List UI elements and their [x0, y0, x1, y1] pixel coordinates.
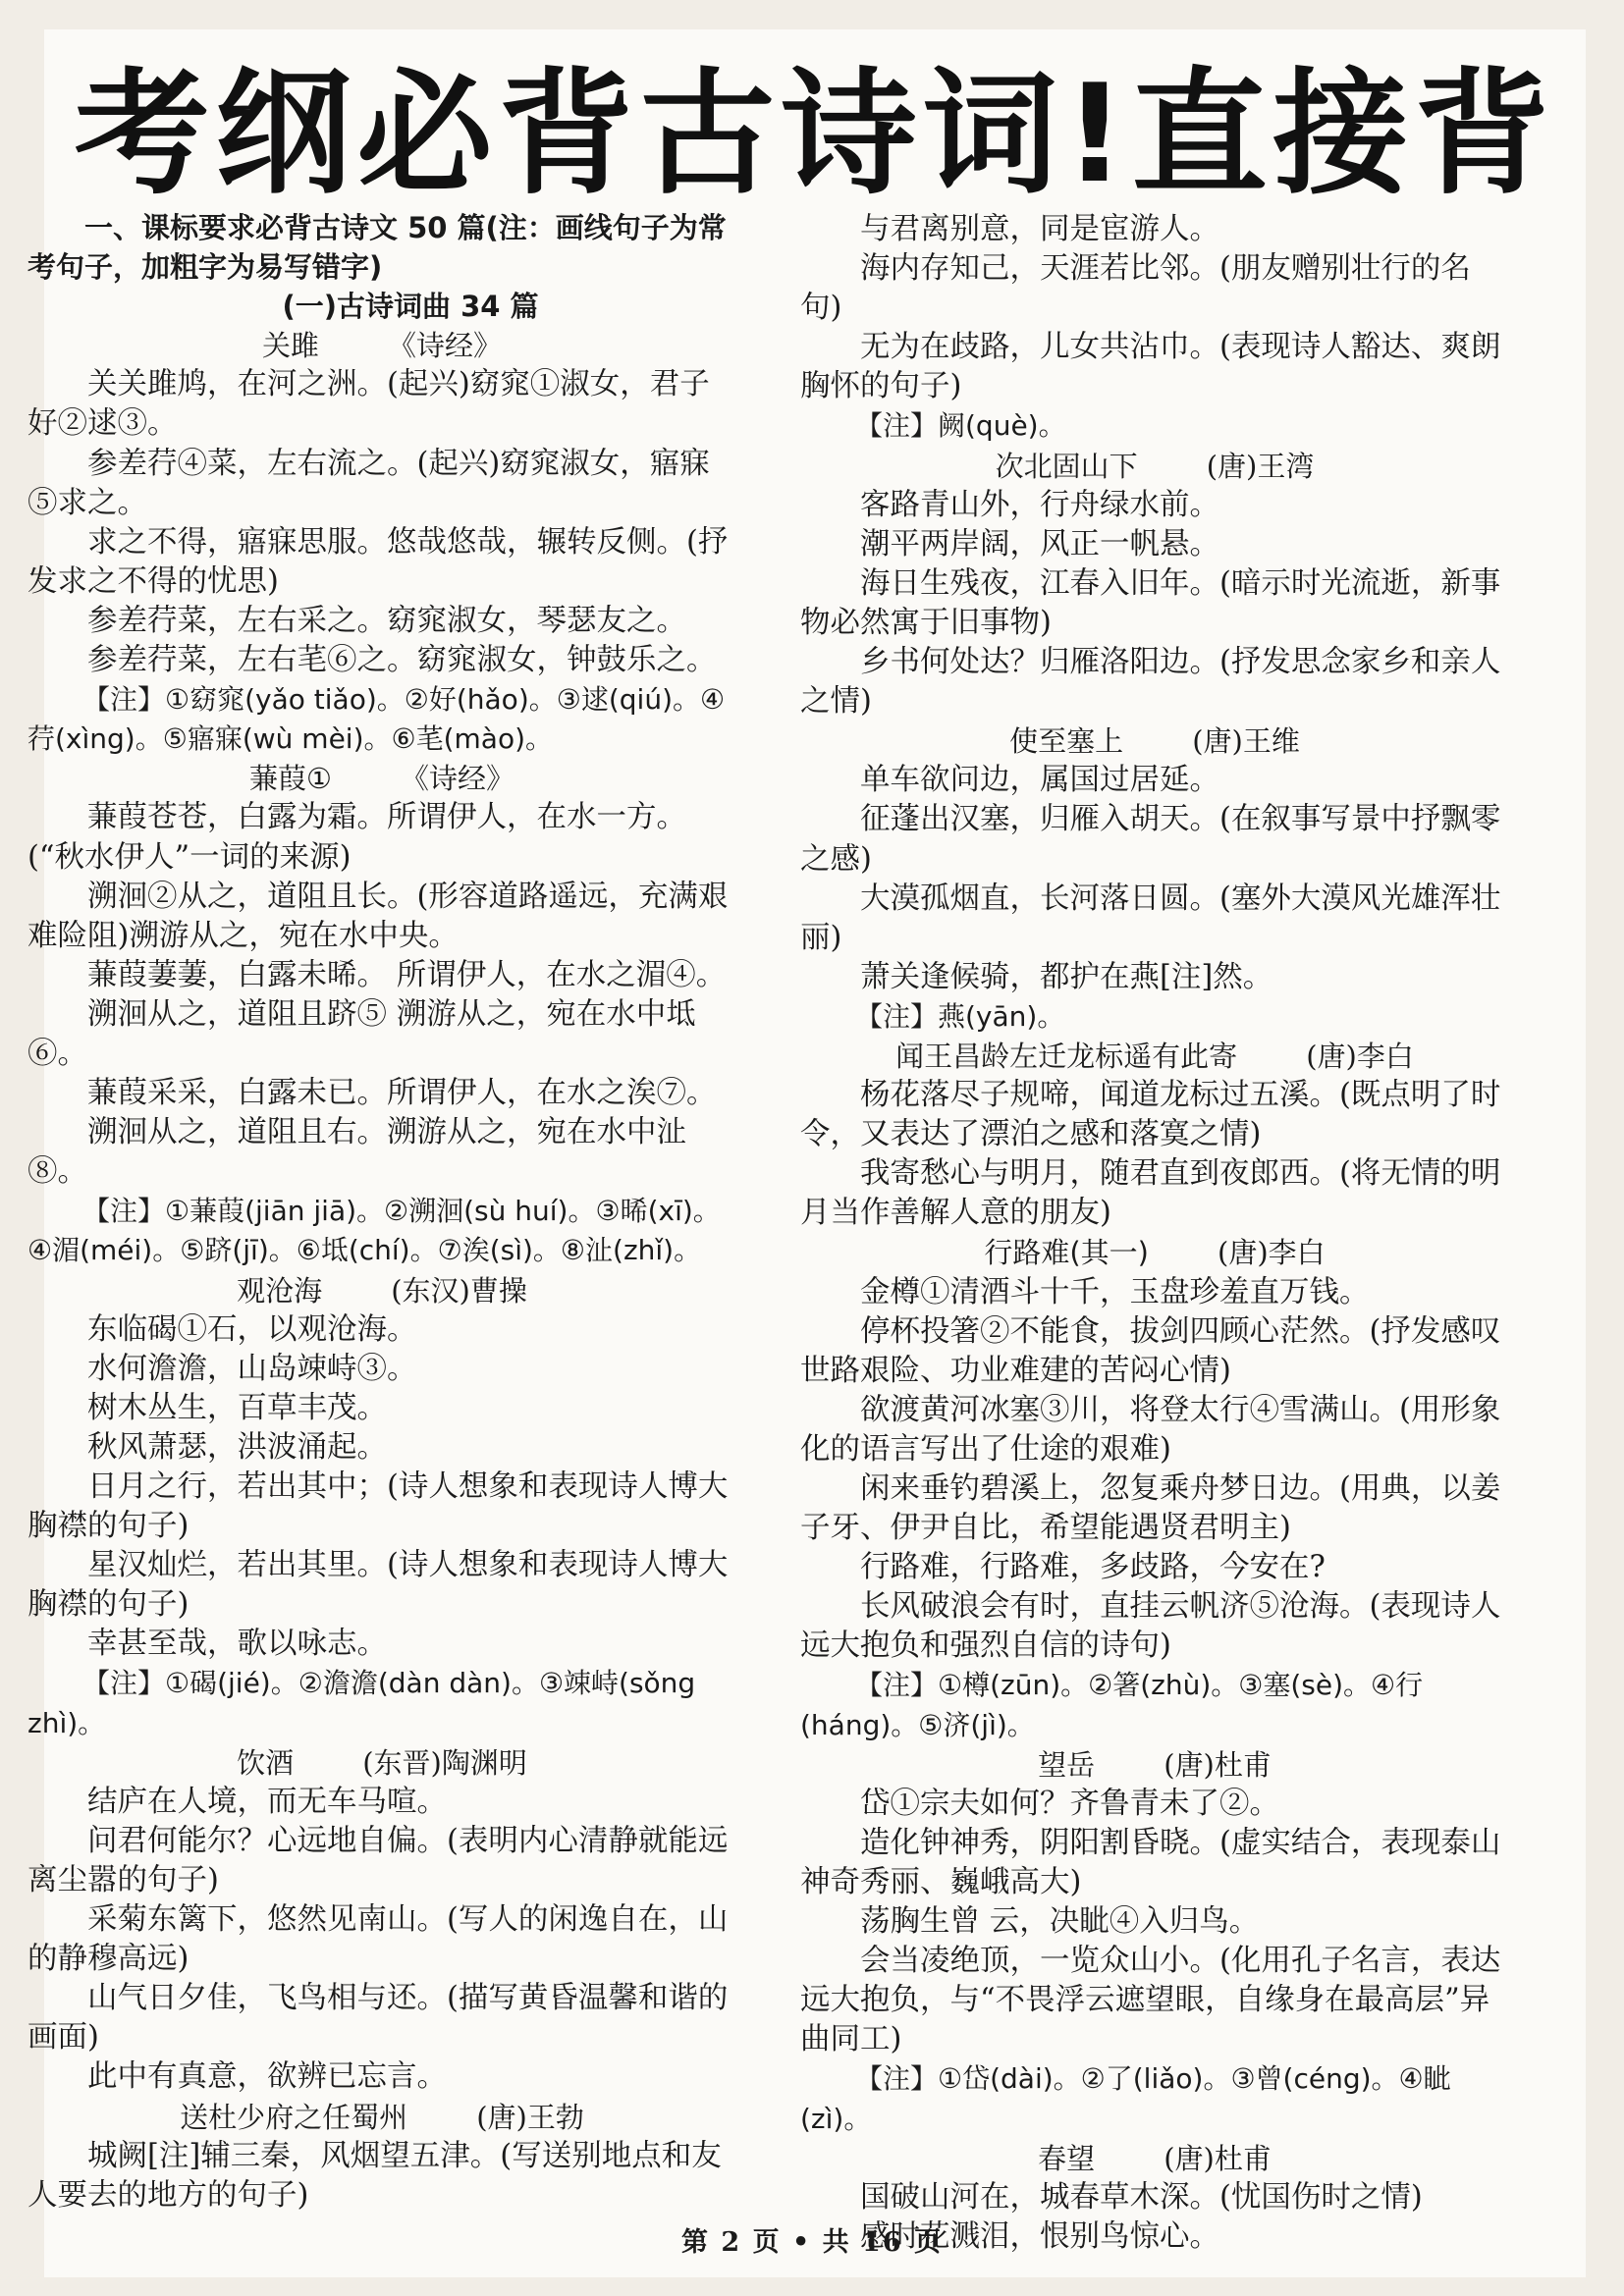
poem-author: (东晋)陶渊明	[362, 1745, 527, 1780]
poem-line: 大漠孤烟直，长河落日圆。(塞外大漠风光雄浑壮丽)	[800, 881, 1501, 955]
poem-line: 金樽①清酒斗十千，玉盘珍羞直万钱。	[860, 1274, 1370, 1309]
poem-line: 树木丛生，百草丰茂。	[87, 1390, 387, 1425]
poem-name: 使至塞上	[1009, 724, 1124, 759]
poem-note: 【注】①岱(dài)。②了(liǎo)。③曾(céng)。④眦(zì)。	[800, 2062, 1451, 2135]
poem-note: 【注】①蒹葭(jiān jiā)。②溯洄(sù huí)。③晞(xī)。④湄(méi)。⑤跻(jī)。⑥坻(chí)。⑦涘(sì)。⑧沚(zhǐ)。	[27, 1195, 721, 1267]
poem-name: 蒹葭①	[248, 762, 332, 796]
poem-line: 会当凌绝顶，一览众山小。(化用孔子名言，表达远大抱负，与“不畏浮云遮望眼，自缘身在最高层”异曲同工)	[800, 1944, 1501, 2057]
poem-line: 海内存知己，天涯若比邻。(朋友赠别壮行的名句)	[800, 251, 1471, 326]
poem-author: (唐)李白	[1218, 1236, 1326, 1270]
poem-line: 水何澹澹，山岛竦峙③。	[87, 1351, 417, 1386]
poem-line: 参差荇菜，左右芼⑥之。窈窕淑女，钟鼓乐之。	[87, 643, 717, 678]
poem-line: 造化钟神秀，阴阳割昏晓。(虚实结合，表现泰山神奇秀丽、巍峨高大)	[800, 1825, 1501, 1899]
poem-line: 感时花溅泪，恨别鸟惊心。	[860, 2218, 1219, 2254]
poem-line: 无为在歧路，儿女共沾巾。(表现诗人豁达、爽朗胸怀的句子)	[800, 330, 1501, 404]
poem-author: (唐)杜甫	[1164, 2141, 1272, 2175]
poem-name: 关雎	[261, 329, 319, 363]
poem-line: 国破山河在，城春草木深。(忧国伤时之情)	[860, 2179, 1423, 2215]
poem-name: 次北固山下	[995, 449, 1138, 483]
poem-author: (唐)王勃	[476, 2100, 584, 2134]
poem-title-songdu	[27, 2098, 736, 2137]
poem-line: 溯洄从之，道阻且跻⑤ 溯游从之，宛在水中坻⑥。	[27, 996, 696, 1071]
poem-title-shizhisaishang	[800, 721, 1509, 761]
poem-line: 岱①宗夫如何？齐鲁青未了②。	[860, 1786, 1279, 1821]
poem-title-guanju	[27, 326, 736, 365]
poem-line: 关关雎鸠，在河之洲。(起兴)窈窕①淑女，君子好②逑③。	[27, 367, 710, 442]
poem-line: 客路青山外，行舟绿水前。	[860, 487, 1219, 522]
poem-line: 与君离别意，同是宦游人。	[860, 212, 1219, 246]
poem-title-wenwang	[800, 1037, 1509, 1076]
subsection-heading: (一)古诗词曲 34 篇	[282, 290, 539, 324]
poem-title-cibeigu	[800, 447, 1509, 486]
poem-line: 结庐在人境，而无车马喧。	[87, 1784, 447, 1819]
poem-title-yinjiu	[27, 1743, 736, 1783]
poem-title-jianjia	[27, 759, 736, 798]
poem-line: 溯洄从之，道阻且右。溯游从之，宛在水中沚⑧。	[27, 1115, 686, 1190]
poem-author: 《诗经》	[400, 762, 514, 796]
poem-note: 【注】燕(yān)。	[855, 999, 1065, 1033]
poem-author: (唐)杜甫	[1164, 1747, 1272, 1782]
poem-name: 送杜少府之任蜀州	[180, 2100, 408, 2134]
poem-name: 饮酒	[237, 1745, 295, 1780]
poem-line: 参差荇菜，左右采之。窈窕淑女，琴瑟友之。	[87, 603, 686, 638]
poem-note: 【注】①碣(jié)。②澹澹(dàn dàn)。③竦峙(sǒng zhì)。	[27, 1667, 696, 1739]
poem-line: 日月之行，若出其中；(诗人想象和表现诗人博大胸襟的句子)	[27, 1469, 729, 1544]
poem-line: 荡胸生曾 云，决眦④入归鸟。	[860, 1904, 1260, 1940]
poem-line: 参差荇④菜，左右流之。(起兴)窈窕淑女，寤寐⑤求之。	[27, 446, 710, 520]
poem-name: 望岳	[1038, 1747, 1096, 1782]
poem-line: 杨花落尽子规啼，闻道龙标过五溪。(既点明了时令，又表达了漂泊之感和落寞之情)	[800, 1078, 1501, 1152]
poem-title-xinglunan	[800, 1233, 1509, 1272]
poem-author: 《诗经》	[388, 329, 503, 363]
poem-line: 星汉灿烂，若出其里。(诗人想象和表现诗人博大胸襟的句子)	[27, 1548, 729, 1623]
poem-line: 此中有真意，欲辨已忘言。	[87, 2059, 447, 2095]
right-column	[800, 210, 1509, 2257]
left-column	[27, 208, 736, 2216]
poem-line: 蒹葭萋萋，白露未晞。 所谓伊人，在水之湄④。	[87, 957, 727, 992]
poem-title-chunwang	[800, 2139, 1509, 2178]
poem-author: (唐)李白	[1306, 1039, 1414, 1073]
poem-line: 萧关逢候骑，都护在燕[注]然。	[860, 959, 1273, 994]
poem-line: 闲来垂钓碧溪上，忽复乘舟梦日边。(用典，以姜子牙、伊尹自比，希望能遇贤君明主)	[800, 1471, 1501, 1546]
poem-title-guancanghai	[27, 1271, 736, 1310]
poem-name: 行路难(其一)	[984, 1236, 1149, 1270]
poem-line: 幸甚至哉，歌以咏志。	[87, 1627, 387, 1662]
poem-line: 求之不得，寤寐思服。悠哉悠哉，辗转反侧。(抒发求之不得的忧思)	[27, 524, 729, 599]
poem-line: 单车欲问边，属国过居延。	[860, 763, 1219, 798]
poem-name: 春望	[1038, 2141, 1096, 2175]
poem-line: 潮平两岸阔，风正一帆悬。	[860, 526, 1219, 561]
poem-line: 蒹葭采采，白露未已。所谓伊人，在水之涘⑦。	[87, 1076, 717, 1111]
poem-line: 停杯投箸②不能食，拔剑四顾心茫然。(抒发感叹世路艰险、功业难建的苦闷心情)	[800, 1313, 1501, 1388]
poem-line: 溯洄②从之，道阻且长。(形容道路遥远，充满艰难险阻)溯游从之，宛在水中央。	[27, 879, 729, 953]
banner-title: 考纲必背古诗词!直接背	[74, 55, 1556, 213]
poem-line: 秋风萧瑟，洪波涌起。	[87, 1429, 387, 1465]
poem-line: 乡书何处达？归雁洛阳边。(抒发思念家乡和亲人之情)	[800, 645, 1501, 720]
poem-author: (东汉)曹操	[391, 1273, 527, 1308]
poem-line: 欲渡黄河冰塞③川，将登太行④雪满山。(用形象化的语言写出了仕途的艰难)	[800, 1392, 1501, 1467]
poem-line: 我寄愁心与明月，随君直到夜郎西。(将无情的明月当作善解人意的朋友)	[800, 1156, 1501, 1231]
poem-line: 东临碣①石，以观沧海。	[87, 1311, 417, 1347]
poem-note: 【注】①樽(zūn)。②箸(zhù)。③塞(sè)。④行(háng)。⑤济(jì)。	[800, 1669, 1424, 1741]
poem-line: 城阙[注]辅三秦，风烟望五津。(写送别地点和友人要去的地方的句子)	[27, 2138, 722, 2213]
poem-author: (唐)王湾	[1206, 449, 1315, 483]
poem-line: 行路难，行路难，多歧路，今安在?	[860, 1550, 1326, 1585]
poem-line: 征蓬出汉塞，归雁入胡天。(在叙事写景中抒飘零之感)	[800, 802, 1501, 877]
poem-note: 【注】阙(què)。	[855, 409, 1066, 443]
page-footer: 第 2 页 • 共 16 页	[680, 2227, 944, 2258]
poem-note: 【注】①窈窕(yǎo tiǎo)。②好(hǎo)。③逑(qiú)。④荇(xìng)。⑤寤寐(wù mèi)。⑥芼(mào)。	[27, 683, 726, 756]
poem-line: 问君何能尔？心远地自偏。(表明内心清静就能远离尘嚣的句子)	[27, 1823, 729, 1897]
poem-name: 闻王昌龄左迁龙标遥有此寄	[895, 1039, 1238, 1073]
section-heading: 一、课标要求必背古诗文 50 篇(注：画线句子为常考句子，加粗字为易写错字)	[27, 211, 727, 285]
poem-line: 海日生残夜，江春入旧年。(暗示时光流逝，新事物必然寓于旧事物)	[800, 565, 1501, 640]
poem-line: 蒹葭苍苍，白露为霜。所谓伊人，在水一方。(“秋水伊人”一词的来源)	[27, 800, 686, 875]
poem-line: 山气日夕佳，飞鸟相与还。(描写黄昏温馨和谐的画面)	[27, 1981, 729, 2056]
poem-name: 观沧海	[237, 1273, 323, 1308]
poem-line: 长风破浪会有时，直挂云帆济⑤沧海。(表现诗人远大抱负和强烈自信的诗句)	[800, 1589, 1501, 1664]
poem-line: 采菊东篱下，悠然见南山。(写人的闲逸自在，山的静穆高远)	[27, 1902, 729, 1977]
poem-author: (唐)王维	[1192, 724, 1300, 759]
poem-title-wangyue	[800, 1745, 1509, 1785]
